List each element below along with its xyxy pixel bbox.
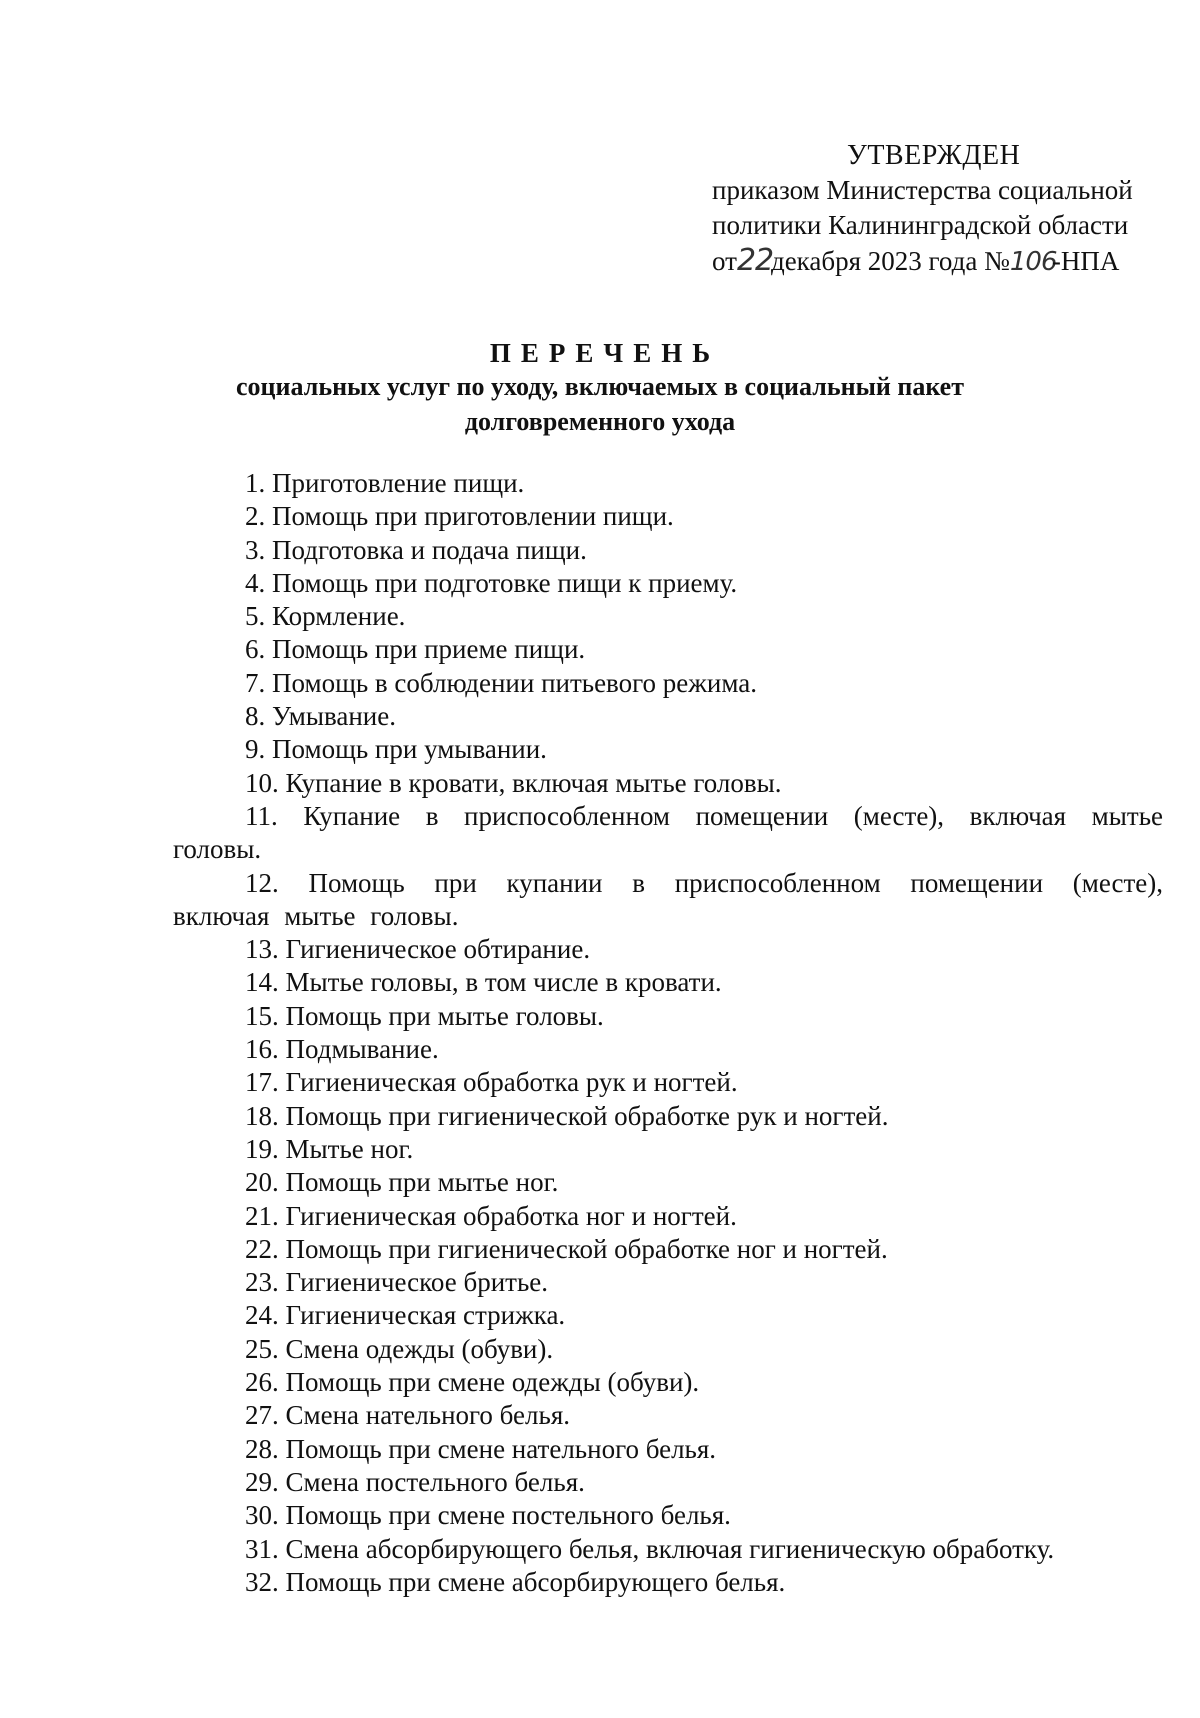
- list-item: 16. Подмывание.: [245, 1034, 439, 1065]
- list-item: 13. Гигиеническое обтирание.: [245, 934, 591, 965]
- list-item: 25. Смена одежды (обуви).: [245, 1333, 554, 1364]
- approval-line-1: приказом Министерства социальной: [712, 175, 1133, 205]
- list-item: 2. Помощь при приготовлении пищи.: [245, 501, 674, 532]
- list-item: 28. Помощь при смене нательного белья.: [245, 1433, 717, 1464]
- handwritten-order-number: 106: [1009, 247, 1057, 277]
- list-item: 27. Смена нательного белья.: [245, 1400, 570, 1431]
- list-item: 23. Гигиеническое бритье.: [245, 1267, 548, 1298]
- list-item: 24. Гигиеническая стрижка.: [245, 1300, 566, 1331]
- document-title: ПЕРЕЧЕНЬ: [489, 338, 721, 368]
- list-item: 26. Помощь при смене одежды (обуви).: [245, 1367, 700, 1398]
- list-item: 3. Подготовка и подача пищи.: [245, 534, 587, 565]
- handwritten-day: 22: [736, 243, 774, 278]
- list-item: 32. Помощь при смене абсорбирующего белья.: [245, 1566, 786, 1597]
- list-item: 15. Помощь при мытье головы.: [245, 1000, 604, 1031]
- list-item: 30. Помощь при смене постельного белья.: [245, 1500, 731, 1531]
- list-item: 31. Смена абсорбирующего белья, включая гигиеническую обработку.: [245, 1533, 1055, 1564]
- approval-date-line: [712, 243, 1133, 280]
- list-item: 22. Помощь при гигиенической обработке ног и ногтей.: [245, 1233, 888, 1264]
- list-item: 8. Умывание.: [245, 701, 396, 732]
- list-item: 1. Приготовление пищи.: [245, 468, 525, 498]
- approval-line-2: политики Калининградской области: [712, 210, 1129, 240]
- list-item: 10. Купание в кровати, включая мытье головы.: [245, 767, 782, 798]
- list-item: 7. Помощь в соблюдении питьевого режима.: [245, 667, 757, 698]
- list-item: 9. Помощь при умывании.: [245, 734, 547, 765]
- list-item: 20. Помощь при мытье ног.: [245, 1167, 559, 1198]
- approval-stamp-block: [712, 138, 1133, 280]
- list-item: 18. Помощь при гигиенической обработке рук и ногтей.: [245, 1100, 889, 1131]
- list-item: 12. Помощь при купании в приспособленном помещении (месте), включая мытье головы.: [173, 867, 1163, 931]
- list-item: 14. Мытье головы, в том числе в кровати.: [245, 967, 722, 998]
- list-item: 19. Мытье ног.: [245, 1133, 414, 1164]
- services-list: [173, 467, 1163, 1599]
- list-item: 11. Купание в приспособленном помещении (месте), включая мытье головы.: [173, 800, 1163, 865]
- list-item: 17. Гигиеническая обработка рук и ногтей.: [245, 1067, 738, 1098]
- date-middle: декабря 2023 года №: [770, 246, 1010, 276]
- list-item: 5. Кормление.: [245, 601, 406, 632]
- list-item: 21. Гигиеническая обработка ног и ногтей.: [245, 1200, 737, 1231]
- approval-title: УТВЕРЖДЕН: [847, 140, 1021, 171]
- date-suffix: -НПА: [1051, 246, 1120, 276]
- document-subtitle-line-1: социальных услуг по уходу, включаемых в социальный пакет: [236, 372, 964, 401]
- list-item: 4. Помощь при подготовке пищи к приему.: [245, 567, 738, 598]
- list-item: 6. Помощь при приеме пищи.: [245, 634, 586, 665]
- list-item: 29. Смена постельного белья.: [245, 1466, 585, 1497]
- date-prefix: от: [712, 246, 737, 276]
- document-subtitle-line-2: долговременного ухода: [464, 407, 736, 436]
